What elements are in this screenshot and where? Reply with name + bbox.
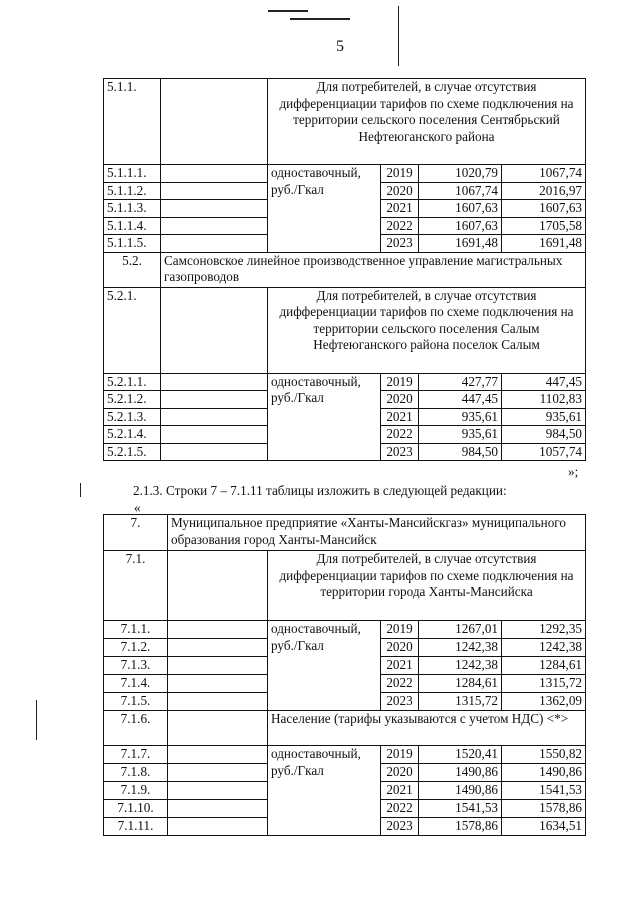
opening-quote: « <box>134 500 141 515</box>
value-cell: 1242,38 <box>502 639 586 657</box>
year-cell: 2023 <box>381 693 419 711</box>
tariff-table-bottom <box>103 514 586 836</box>
year-cell: 2019 <box>381 165 419 183</box>
year-cell: 2019 <box>381 373 419 391</box>
row-number: 7.1.1. <box>104 621 168 639</box>
year-cell: 2023 <box>381 235 419 253</box>
value-cell: 1578,86 <box>419 818 502 836</box>
value-cell: 1067,74 <box>419 182 502 200</box>
row-number: 7. <box>104 515 168 551</box>
year-cell: 2020 <box>381 182 419 200</box>
value-cell: 1490,86 <box>419 782 502 800</box>
row-number: 5.2.1.4. <box>104 426 161 444</box>
year-cell: 2022 <box>381 217 419 235</box>
value-cell: 1520,41 <box>419 746 502 764</box>
organization-name: Самсоновское линейное производственное управление магистральных газопроводов <box>161 252 586 287</box>
row-number: 7.1.6. <box>104 711 168 746</box>
unit-label: одноставочный, руб./Гкал <box>268 373 381 461</box>
row-number: 5.2.1. <box>104 287 161 373</box>
closing-quote: »; <box>568 464 579 479</box>
row-number: 7.1.4. <box>104 675 168 693</box>
value-cell: 1634,51 <box>502 818 586 836</box>
row-number: 7.1. <box>104 551 168 621</box>
value-cell: 427,77 <box>419 373 502 391</box>
value-cell: 1691,48 <box>419 235 502 253</box>
value-cell: 1550,82 <box>502 746 586 764</box>
row-number: 5.2.1.1. <box>104 373 161 391</box>
value-cell: 1541,53 <box>502 782 586 800</box>
scan-artifact <box>268 10 308 12</box>
year-cell: 2022 <box>381 675 419 693</box>
value-cell: 1578,86 <box>502 800 586 818</box>
row-number: 7.1.11. <box>104 818 168 836</box>
year-cell: 2019 <box>381 746 419 764</box>
year-cell: 2022 <box>381 426 419 444</box>
value-cell: 1705,58 <box>502 217 586 235</box>
unit-label: одноставочный, руб./Гкал <box>268 165 381 253</box>
year-cell: 2022 <box>381 800 419 818</box>
value-cell: 984,50 <box>502 426 586 444</box>
value-cell: 1102,83 <box>502 391 586 409</box>
year-cell: 2021 <box>381 782 419 800</box>
value-cell: 1691,48 <box>502 235 586 253</box>
year-cell: 2019 <box>381 621 419 639</box>
scan-artifact <box>80 483 81 497</box>
unit-label: одноставочный, руб./Гкал <box>268 621 381 711</box>
year-cell: 2020 <box>381 391 419 409</box>
row-number: 5.2. <box>104 252 161 287</box>
value-cell: 1292,35 <box>502 621 586 639</box>
row-number: 5.1.1.4. <box>104 217 161 235</box>
row-number: 7.1.9. <box>104 782 168 800</box>
value-cell: 1315,72 <box>419 693 502 711</box>
row-number: 5.2.1.5. <box>104 443 161 461</box>
value-cell: 2016,97 <box>502 182 586 200</box>
year-cell: 2023 <box>381 443 419 461</box>
scan-artifact <box>36 700 37 740</box>
year-cell: 2021 <box>381 657 419 675</box>
value-cell: 1057,74 <box>502 443 586 461</box>
row-number: 7.1.8. <box>104 764 168 782</box>
row-number: 7.1.5. <box>104 693 168 711</box>
organization-name: Муниципальное предприятие «Ханты-Мансийскгаз» муниципального образования город Ханты-Мансийск <box>168 515 586 551</box>
year-cell: 2021 <box>381 408 419 426</box>
scan-artifact <box>290 18 350 20</box>
row-number: 7.1.10. <box>104 800 168 818</box>
row-number: 5.2.1.3. <box>104 408 161 426</box>
value-cell: 984,50 <box>419 443 502 461</box>
row-number: 5.1.1.2. <box>104 182 161 200</box>
amendment-paragraph: 2.1.3. Строки 7 – 7.1.11 таблицы изложить в следующей редакции: <box>133 483 507 498</box>
value-cell: 935,61 <box>502 408 586 426</box>
page-number: 5 <box>336 38 344 55</box>
section-note: Для потребителей, в случае отсутствия дифференциации тарифов по схеме подключения на территории сельского поселения Сентябрьский Нефтеюганского района <box>268 79 586 165</box>
row-number: 5.2.1.2. <box>104 391 161 409</box>
row-number: 5.1.1. <box>104 79 161 165</box>
value-cell: 1607,63 <box>419 200 502 218</box>
value-cell: 1607,63 <box>419 217 502 235</box>
scan-artifact <box>398 6 399 66</box>
year-cell: 2020 <box>381 764 419 782</box>
value-cell: 935,61 <box>419 426 502 444</box>
value-cell: 1267,01 <box>419 621 502 639</box>
value-cell: 935,61 <box>419 408 502 426</box>
row-number: 5.1.1.1. <box>104 165 161 183</box>
tariff-table-top <box>103 78 586 461</box>
row-number: 7.1.3. <box>104 657 168 675</box>
value-cell: 1315,72 <box>502 675 586 693</box>
value-cell: 1362,09 <box>502 693 586 711</box>
row-number: 7.1.2. <box>104 639 168 657</box>
value-cell: 1541,53 <box>419 800 502 818</box>
value-cell: 447,45 <box>502 373 586 391</box>
section-note: Для потребителей, в случае отсутствия дифференциации тарифов по схеме подключения на территории города Ханты-Мансийска <box>268 551 586 621</box>
value-cell: 1242,38 <box>419 657 502 675</box>
row-number: 5.1.1.3. <box>104 200 161 218</box>
section-note: Для потребителей, в случае отсутствия дифференциации тарифов по схеме подключения на территории сельского поселения Салым Нефтеюганского района поселок Салым <box>268 287 586 373</box>
year-cell: 2023 <box>381 818 419 836</box>
value-cell: 1490,86 <box>502 764 586 782</box>
year-cell: 2020 <box>381 639 419 657</box>
value-cell: 1284,61 <box>419 675 502 693</box>
value-cell: 1284,61 <box>502 657 586 675</box>
population-note: Население (тарифы указываются с учетом НДС) <*> <box>268 711 586 746</box>
row-number: 7.1.7. <box>104 746 168 764</box>
value-cell: 1607,63 <box>502 200 586 218</box>
unit-label: одноставочный, руб./Гкал <box>268 746 381 836</box>
value-cell: 1242,38 <box>419 639 502 657</box>
value-cell: 1020,79 <box>419 165 502 183</box>
row-number: 5.1.1.5. <box>104 235 161 253</box>
year-cell: 2021 <box>381 200 419 218</box>
value-cell: 447,45 <box>419 391 502 409</box>
value-cell: 1490,86 <box>419 764 502 782</box>
value-cell: 1067,74 <box>502 165 586 183</box>
